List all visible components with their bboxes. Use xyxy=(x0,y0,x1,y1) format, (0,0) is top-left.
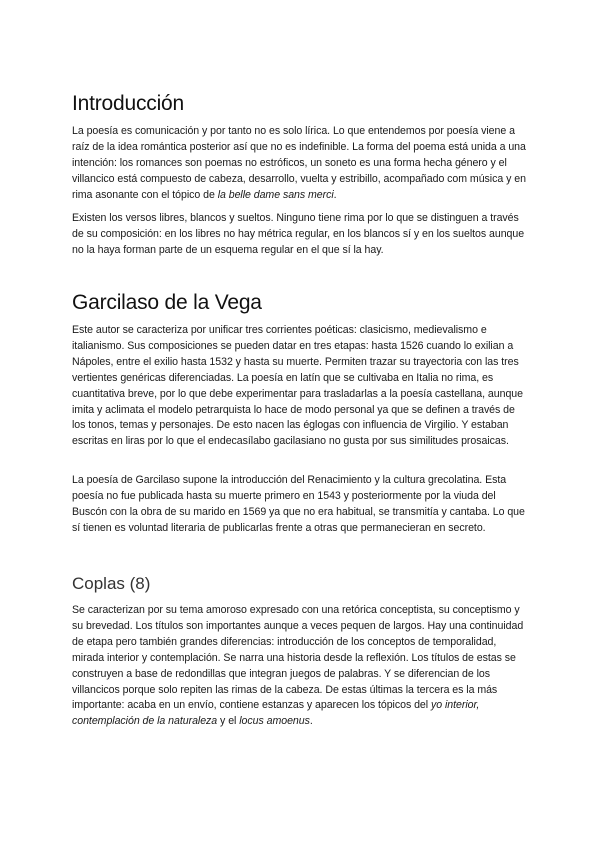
paragraph-tail: . xyxy=(309,715,313,728)
italic-phrase: la belle dame sans merci xyxy=(217,188,334,201)
paragraph-intro-1 xyxy=(72,124,530,204)
paragraph-garcilaso-2: La poesía de Garcilaso supone la introducción del Renacimiento y la cultura grecolatina. Esta poesía no fue publicada hasta su muerte primero en 1543 y posteriormente por la viuda del Buscón con la obra de su marido en 1569 ya que no era habitual, se transmitía y cantaba. Lo que sí tienen es voluntad literaria de publicarlas frente a otras que permanecieran en secreto. xyxy=(72,474,525,534)
section-heading-coplas: Coplas (8) xyxy=(72,574,151,593)
paragraph-garcilaso-1: Este autor se caracteriza por unificar tres corrientes poéticas: clasicismo, medievalismo e italianismo. Sus composiciones se pueden datar en tres etapas: hasta 1526 cuando lo exilian a Nápoles, entre el exilio hasta 1532 y hasta su muerte. Permiten trazar su trayectoria con las tres vertientes genéricas diferenciadas. La poesía en latín que se cultivaba en Italia no rima, es cuantitativa breve, por lo que debe experimentar para trasladarlas a la poesía castellana, aunque imita y aclimata el modelo petrarquista lo hace de modo personal ya que se definen a través de los tonos, temas y personajes. De esto nacen las églogas con influencia de Virgilio. Y estaban escritas en liras por lo que el endecasílabo gacilasiano no gusta por sus similitudes prosaicas. xyxy=(72,324,523,448)
section-heading-introduccion: Introducción xyxy=(72,92,185,115)
paragraph-coplas-1 xyxy=(72,603,530,730)
italic-phrase: yo interior, contemplación de la naturaleza xyxy=(72,699,480,728)
section-heading-garcilaso: Garcilaso de la Vega xyxy=(72,291,262,314)
paragraph-text: Se caracterizan por su tema amoroso expresado con una retórica conceptista, su conceptismo y su brevedad. Los títulos son importantes aunque a veces pequen de largos. Hay una continuidad de etapa pero también grandes diferencias: introducción de los conceptos de temporalidad, mirada interior y contemplación. Se narra una historia desde la reflexión. Los títulos de estas se construyen a base de redondillas que integran juegos de palabras. Y se diferencian de los villancicos porque solo repiten las rimas de la cabeza. De estas últimas la tercera es la más importante: acaba en un envío, contiene estanzas y aparecen los tópicos del xyxy=(72,604,524,712)
paragraph-intro-2: Existen los versos libres, blancos y sueltos. Ninguno tiene rima por lo que se distinguen a través de su composición: en los libres no hay métrica regular, en los blancos sí y en los sueltos aunque no la haya forman parte de un esquema regular en el que sí la hay. xyxy=(72,212,525,256)
italic-phrase: locus amoenus xyxy=(239,715,310,728)
paragraph-tail: . xyxy=(333,188,337,201)
paragraph-mid: y el xyxy=(217,715,240,728)
paragraph-text: La poesía es comunicación y por tanto no es solo lírica. Lo que entendemos por poesía viene a raíz de la idea romántica posterior así que no es indefinible. La forma del poema está unida a una intención: los romances son poemas no estróficos, un soneto es una forma hecha género y el villancico está compuesto de cabeza, desarrollo, vuelta y estribillo, acompañado com música y en rima asonante con el tópico de xyxy=(72,125,526,201)
